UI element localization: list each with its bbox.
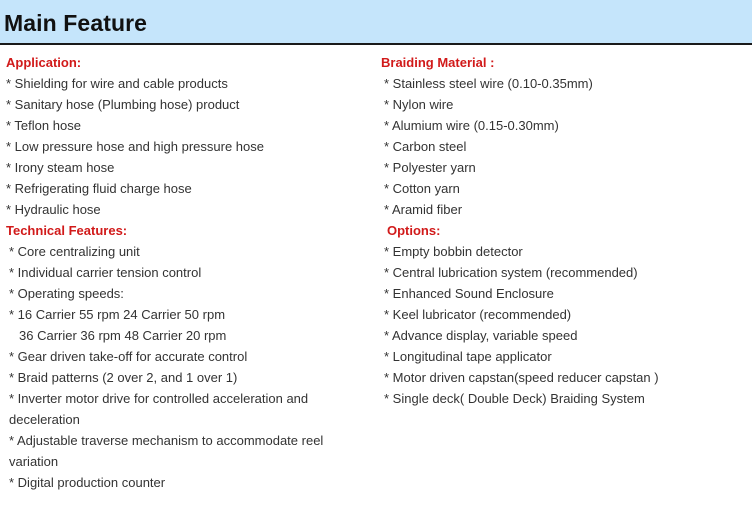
- option-item: * Central lubrication system (recommended): [384, 265, 638, 280]
- application-item: * Sanitary hose (Plumbing hose) product: [6, 97, 240, 112]
- page-title: Main Feature: [4, 10, 148, 36]
- technical-features-title: Technical Features:: [6, 223, 128, 238]
- braiding-material-item: * Carbon steel: [384, 139, 467, 154]
- technical-feature-item: * Operating speeds:: [9, 286, 124, 301]
- application-item: * Hydraulic hose: [6, 202, 101, 217]
- technical-feature-item: * Inverter motor drive for controlled acceleration and deceleration: [9, 391, 309, 427]
- technical-feature-item: * Core centralizing unit: [9, 244, 140, 259]
- technical-feature-item: * Adjustable traverse mechanism to accommodate reel variation: [9, 433, 324, 469]
- braiding-material-item: * Cotton yarn: [384, 181, 460, 196]
- technical-feature-item: * Individual carrier tension control: [9, 265, 202, 280]
- option-item: * Enhanced Sound Enclosure: [384, 286, 554, 301]
- option-item: * Longitudinal tape applicator: [384, 349, 552, 364]
- application-item: * Refrigerating fluid charge hose: [6, 181, 192, 196]
- technical-feature-item: * Braid patterns (2 over 2, and 1 over 1): [9, 370, 238, 385]
- option-item: * Empty bobbin detector: [384, 244, 523, 259]
- options-title: Options:: [387, 223, 441, 238]
- application-item: * Shielding for wire and cable products: [6, 76, 228, 91]
- technical-feature-item: * 16 Carrier 55 rpm 24 Carrier 50 rpm: [9, 307, 226, 322]
- braiding-material-item: * Nylon wire: [384, 97, 454, 112]
- braiding-material-item: * Stainless steel wire (0.10-0.35mm): [384, 76, 593, 91]
- left-column: [6, 52, 366, 493]
- technical-feature-item: 36 Carrier 36 rpm 48 Carrier 20 rpm: [19, 328, 227, 343]
- braiding-material-item: * Aramid fiber: [384, 202, 463, 217]
- option-item: * Single deck( Double Deck) Braiding System: [384, 391, 645, 406]
- technical-feature-item: * Digital production counter: [9, 475, 166, 490]
- braiding-material-item: * Polyester yarn: [384, 160, 476, 175]
- braiding-material-item: * Alumium wire (0.15-0.30mm): [384, 118, 559, 133]
- technical-feature-item: * Gear driven take-off for accurate control: [9, 349, 248, 364]
- application-item: * Low pressure hose and high pressure hose: [6, 139, 264, 154]
- application-item: * Irony steam hose: [6, 160, 115, 175]
- option-item: * Keel lubricator (recommended): [384, 307, 572, 322]
- right-column: [381, 52, 746, 409]
- application-item: * Teflon hose: [6, 118, 81, 133]
- page-header: [0, 0, 752, 45]
- application-title: Application:: [6, 55, 82, 70]
- braiding-material-title: Braiding Material :: [381, 55, 495, 70]
- option-item: * Advance display, variable speed: [384, 328, 578, 343]
- option-item: * Motor driven capstan(speed reducer capstan ): [384, 370, 659, 385]
